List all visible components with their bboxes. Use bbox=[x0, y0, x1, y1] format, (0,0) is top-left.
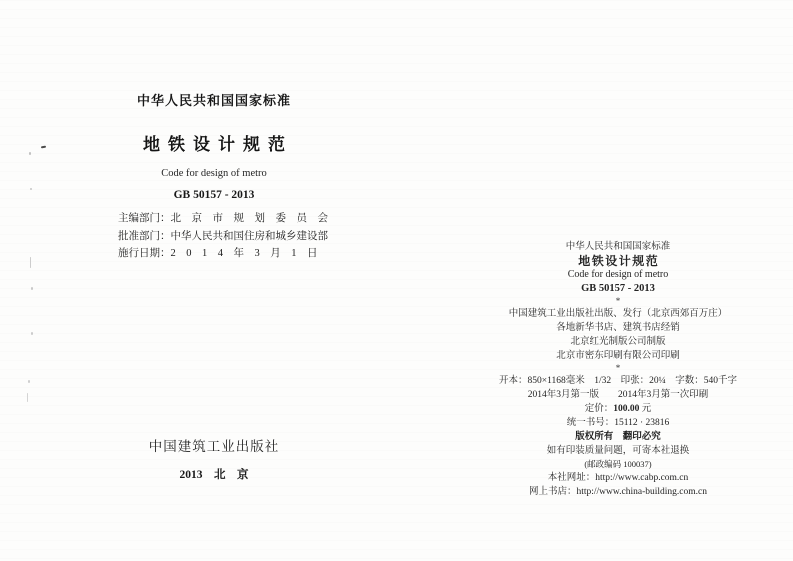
printing-line: 北京市密东印刷有限公司印刷 bbox=[556, 351, 680, 361]
standard-code: GB 50157 - 2013 bbox=[173, 189, 255, 201]
document-title: 地铁设计规范 bbox=[143, 135, 293, 154]
postcode-note: (邮政编码 100037) bbox=[584, 459, 652, 469]
scan-artifact bbox=[27, 393, 28, 402]
copyright-notice: 版权所有 翻印必究 bbox=[575, 432, 661, 442]
separator-asterisk: * bbox=[615, 363, 621, 373]
price-unit: 元 bbox=[639, 404, 652, 414]
field-label: 主编部门： bbox=[118, 213, 171, 224]
price-label: 定价： bbox=[584, 404, 614, 414]
field-chief-editing-department bbox=[118, 210, 328, 228]
price-line bbox=[478, 402, 758, 416]
price-value: 100.00 bbox=[613, 404, 640, 414]
publisher-name: 中国建筑工业出版社 bbox=[148, 439, 280, 454]
edition-line: 2014年3月第一版 2014年3月第一次印刷 bbox=[527, 390, 709, 400]
scan-artifact bbox=[31, 287, 33, 290]
plate-making-line: 北京红光制版公司制版 bbox=[570, 337, 666, 347]
distribution-line: 各地新华书店、建筑书店经销 bbox=[556, 323, 680, 333]
field-effective-date bbox=[118, 245, 328, 263]
approval-fields bbox=[118, 210, 328, 263]
document-title-english: Code for design of metro bbox=[567, 269, 669, 280]
field-value: 北 京 市 规 划 委 员 会 bbox=[170, 213, 328, 224]
field-value: 2 0 1 4 年 3 月 1 日 bbox=[170, 248, 318, 259]
document-title: 地铁设计规范 bbox=[578, 254, 660, 268]
left-title-block bbox=[88, 94, 340, 202]
scan-artifact bbox=[31, 332, 33, 335]
field-approval-department bbox=[118, 228, 328, 246]
quality-return-notice: 如有印装质量问题，可寄本社退换 bbox=[546, 446, 690, 456]
national-standard-header: 中华人民共和国国家标准 bbox=[565, 242, 671, 252]
unified-book-number: 统一书号：15112 · 23816 bbox=[566, 418, 670, 428]
imprint-year-city: 2013 北 京 bbox=[179, 469, 249, 481]
scan-artifact bbox=[30, 188, 32, 190]
scan-artifact bbox=[29, 152, 31, 155]
publisher-website-line: 本社网址：http://www.cabp.com.cn bbox=[547, 473, 689, 483]
field-value: 中华人民共和国住房和城乡建设部 bbox=[170, 230, 328, 242]
scan-artifact bbox=[28, 380, 30, 383]
national-standard-header: 中华人民共和国国家标准 bbox=[136, 93, 291, 108]
scan-artifact bbox=[30, 257, 31, 268]
field-label: 施行日期： bbox=[118, 248, 171, 259]
separator-asterisk: * bbox=[615, 296, 621, 306]
document-title-english: Code for design of metro bbox=[161, 168, 267, 179]
scan-artifact bbox=[41, 146, 46, 149]
online-bookstore-line: 网上书店：http://www.china-building.com.cn bbox=[528, 487, 707, 497]
publishing-line: 中国建筑工业出版社出版、发行（北京西郊百万庄） bbox=[508, 309, 728, 319]
standard-code: GB 50157 - 2013 bbox=[581, 283, 655, 294]
right-colophon-page bbox=[478, 240, 758, 499]
format-spec-line: 开本：850×1168毫米 1/32 印张：20¼ 字数：540千字 bbox=[498, 376, 738, 386]
field-label: 批准部门： bbox=[118, 230, 171, 242]
